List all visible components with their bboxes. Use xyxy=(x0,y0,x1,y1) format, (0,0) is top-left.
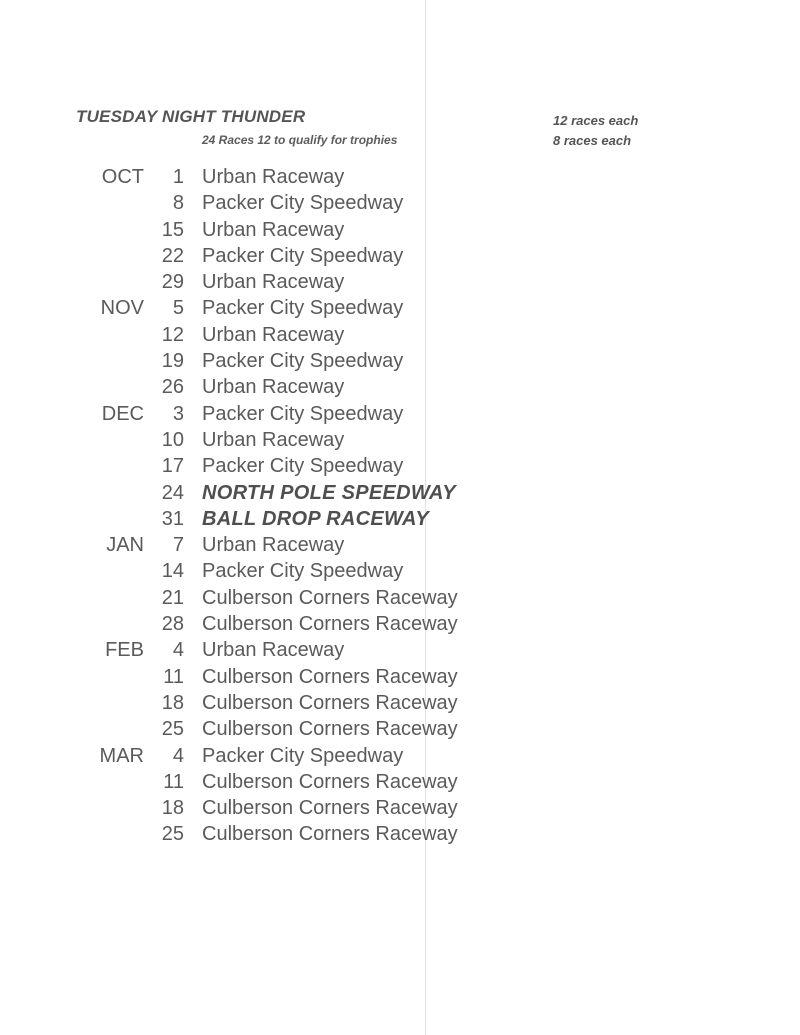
schedule-row xyxy=(0,716,800,742)
schedule-day: 8 xyxy=(172,192,184,215)
schedule-row xyxy=(0,322,800,348)
schedule-day: 25 xyxy=(161,718,184,741)
schedule-month: FEB xyxy=(105,639,144,662)
schedule-row xyxy=(0,769,800,795)
schedule-venue: Packer City Speedway xyxy=(202,244,404,267)
schedule-venue: Urban Raceway xyxy=(202,218,345,241)
schedule-venue: Urban Raceway xyxy=(202,639,345,662)
schedule-venue: Culberson Corners Raceway xyxy=(202,797,458,820)
schedule-month: OCT xyxy=(101,166,144,188)
schedule-month: MAR xyxy=(99,744,144,767)
schedule-day: 18 xyxy=(161,797,184,820)
races-note-2: 8 races each xyxy=(553,133,632,148)
schedule-row xyxy=(0,348,800,374)
schedule-venue: Packer City Speedway xyxy=(202,455,404,478)
schedule-day: 28 xyxy=(161,613,184,636)
document-subtitle: 24 Races 12 to qualify for trophies xyxy=(202,133,398,147)
schedule-row xyxy=(0,164,800,190)
schedule-row xyxy=(0,664,800,690)
schedule-row xyxy=(0,532,800,558)
schedule-day: 3 xyxy=(172,402,184,425)
races-note-1: 12 races each xyxy=(553,113,639,128)
race-schedule xyxy=(0,164,800,848)
schedule-day: 11 xyxy=(163,665,184,688)
schedule-month: NOV xyxy=(100,297,144,320)
schedule-row xyxy=(0,795,800,821)
schedule-day: 25 xyxy=(161,823,184,846)
schedule-venue: Urban Raceway xyxy=(202,166,345,188)
schedule-row xyxy=(0,506,800,532)
schedule-day: 4 xyxy=(172,639,184,662)
schedule-day: 11 xyxy=(163,770,184,793)
schedule-venue: Packer City Speedway xyxy=(202,192,404,215)
schedule-day: 17 xyxy=(161,455,184,478)
schedule-day: 5 xyxy=(172,297,184,320)
schedule-venue: Packer City Speedway xyxy=(202,560,404,583)
schedule-venue: Culberson Corners Raceway xyxy=(202,691,458,714)
schedule-row xyxy=(0,743,800,769)
schedule-row xyxy=(0,217,800,243)
schedule-day: 1 xyxy=(172,166,184,188)
schedule-venue: BALL DROP RACEWAY xyxy=(202,507,429,530)
schedule-venue: Urban Raceway xyxy=(202,428,345,451)
schedule-month: DEC xyxy=(101,402,144,425)
schedule-venue: Urban Raceway xyxy=(202,271,345,294)
schedule-day: 15 xyxy=(161,218,184,241)
schedule-row xyxy=(0,637,800,663)
schedule-venue: Culberson Corners Raceway xyxy=(202,586,458,609)
schedule-row xyxy=(0,269,800,295)
schedule-venue: Urban Raceway xyxy=(202,534,345,557)
schedule-venue: Packer City Speedway xyxy=(202,744,404,767)
schedule-row xyxy=(0,821,800,847)
schedule-venue: Packer City Speedway xyxy=(202,297,404,320)
schedule-row xyxy=(0,453,800,479)
schedule-row xyxy=(0,427,800,453)
schedule-day: 18 xyxy=(161,691,184,714)
schedule-venue: Culberson Corners Raceway xyxy=(202,770,458,793)
schedule-day: 14 xyxy=(161,560,184,583)
schedule-venue: Urban Raceway xyxy=(202,376,345,399)
schedule-row xyxy=(0,401,800,427)
schedule-venue: Culberson Corners Raceway xyxy=(202,718,458,741)
schedule-row xyxy=(0,243,800,269)
schedule-month: JAN xyxy=(106,534,144,557)
schedule-day: 21 xyxy=(161,586,184,609)
schedule-row xyxy=(0,480,800,506)
schedule-venue: NORTH POLE SPEEDWAY xyxy=(202,481,456,504)
schedule-venue: Urban Raceway xyxy=(202,323,345,346)
schedule-venue: Culberson Corners Raceway xyxy=(202,613,458,636)
schedule-day: 26 xyxy=(161,376,184,399)
schedule-venue: Culberson Corners Raceway xyxy=(202,665,458,688)
schedule-day: 29 xyxy=(161,271,184,294)
schedule-day: 7 xyxy=(172,534,184,557)
schedule-day: 19 xyxy=(161,350,184,373)
schedule-row xyxy=(0,690,800,716)
schedule-venue: Packer City Speedway xyxy=(202,350,404,373)
schedule-row xyxy=(0,295,800,321)
schedule-row xyxy=(0,558,800,584)
schedule-row xyxy=(0,585,800,611)
schedule-row xyxy=(0,374,800,400)
schedule-day: 31 xyxy=(161,507,184,530)
schedule-day: 22 xyxy=(161,244,184,267)
document-title: TUESDAY NIGHT THUNDER xyxy=(76,107,306,126)
schedule-day: 4 xyxy=(172,744,184,767)
schedule-row xyxy=(0,611,800,637)
schedule-venue: Culberson Corners Raceway xyxy=(202,823,458,846)
schedule-day: 12 xyxy=(161,323,184,346)
schedule-day: 10 xyxy=(161,428,184,451)
schedule-day: 24 xyxy=(161,481,184,504)
schedule-row xyxy=(0,190,800,216)
schedule-venue: Packer City Speedway xyxy=(202,402,404,425)
